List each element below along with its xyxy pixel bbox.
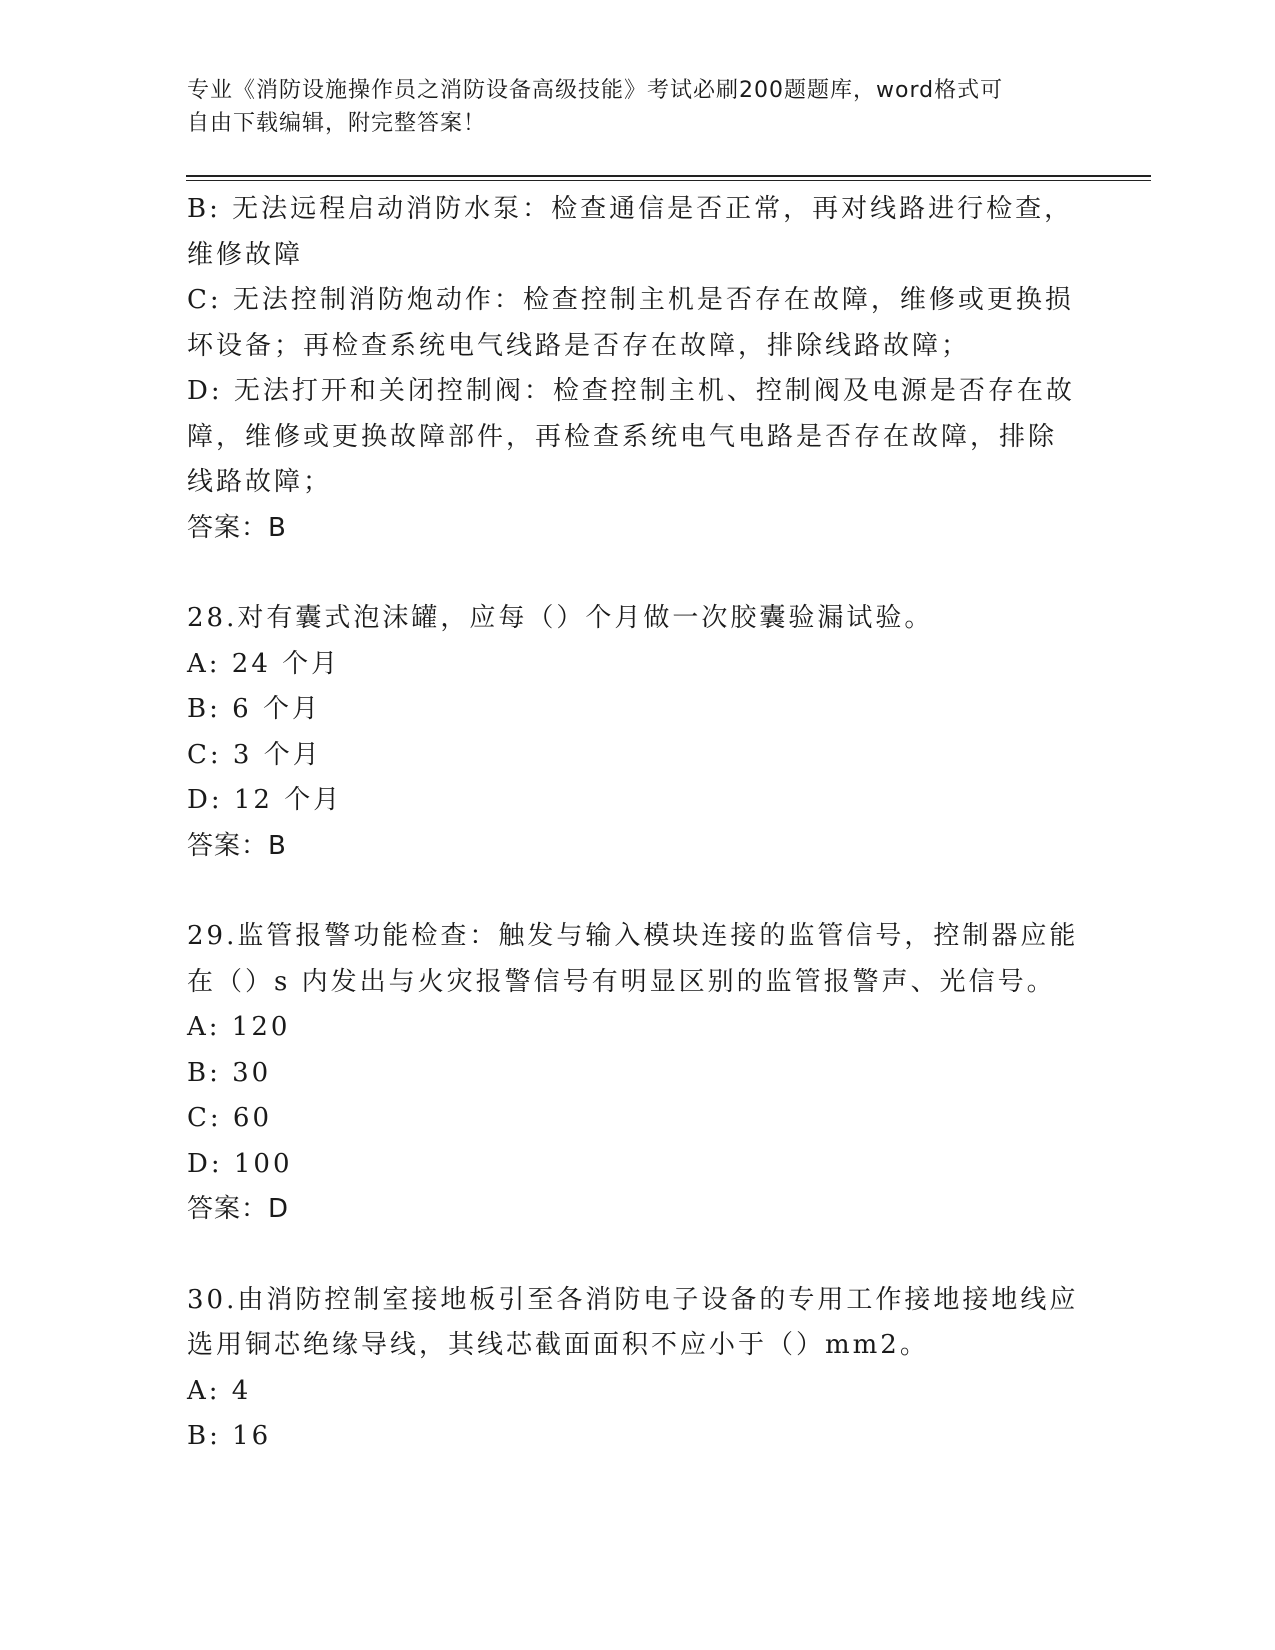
header-line-2: 自由下载编辑，附完整答案！ xyxy=(187,111,487,136)
option-d: D: 12 个月 xyxy=(187,785,343,815)
option-d-line-3: 线路故障； xyxy=(187,467,333,497)
option-a: A: 120 xyxy=(187,1012,291,1042)
header-line-1: 专业《消防设施操作员之消防设备高级技能》考试必刷200题题库，word格式可 xyxy=(187,78,1004,103)
option-a: A: 24 个月 xyxy=(187,648,341,679)
question-stem-line-2: 在（）s 内发出与火灾报警信号有明显区别的监管报警声、光信号。 xyxy=(187,966,1056,997)
spacer xyxy=(187,869,1077,914)
option-b-line-1: B: 无法远程启动消防水泵：检查通信是否正常，再对线路进行检查， xyxy=(187,194,1074,224)
option-c-line-1: C: 无法控制消防炮动作：检查控制主机是否存在故障，维修或更换损 xyxy=(187,285,1074,315)
spacer xyxy=(187,1233,1077,1278)
question-stem: 28.对有囊式泡沫罐，应每（）个月做一次胶囊验漏试验。 xyxy=(187,603,934,633)
header-rule-thin xyxy=(186,180,1151,181)
question-30 xyxy=(187,1278,1077,1460)
question-28 xyxy=(187,596,1077,869)
option-c-line-2: 坏设备；再检查系统电气线路是否存在故障，排除线路故障； xyxy=(187,330,971,361)
question-stem-line-1: 30.由消防控制室接地板引至各消防电子设备的专用工作接地接地线应 xyxy=(187,1284,1079,1315)
question-content xyxy=(187,187,1077,1460)
option-b: B: 6 个月 xyxy=(187,694,321,724)
option-b-line-2: 维修故障 xyxy=(187,239,304,270)
option-c: C: 3 个月 xyxy=(187,739,322,770)
question-29 xyxy=(187,914,1077,1233)
prev-question-block xyxy=(187,187,1077,551)
answer-line: 答案：B xyxy=(187,830,287,861)
option-b: B: 30 xyxy=(187,1057,272,1088)
option-c: C: 60 xyxy=(187,1103,273,1133)
question-stem-line-1: 29.监管报警功能检查：触发与输入模块连接的监管信号，控制器应能 xyxy=(187,921,1079,951)
option-d-line-1: D: 无法打开和关闭控制阀：检查控制主机、控制阀及电源是否存在故 xyxy=(187,376,1075,406)
option-a: A: 4 xyxy=(187,1375,252,1406)
answer-line: 答案：B xyxy=(187,512,287,543)
question-stem-line-2: 选用铜芯绝缘导线，其线芯截面面积不应小于（）mm2。 xyxy=(187,1330,929,1360)
document-header xyxy=(187,74,1067,140)
option-d: D: 100 xyxy=(187,1148,293,1179)
header-rule-thick xyxy=(186,175,1151,177)
spacer xyxy=(187,551,1077,596)
option-d-line-2: 障，维修或更换故障部件，再检查系统电气电路是否存在故障，排除 xyxy=(187,421,1058,452)
option-b: B: 16 xyxy=(187,1421,272,1451)
answer-line: 答案：D xyxy=(187,1194,290,1224)
